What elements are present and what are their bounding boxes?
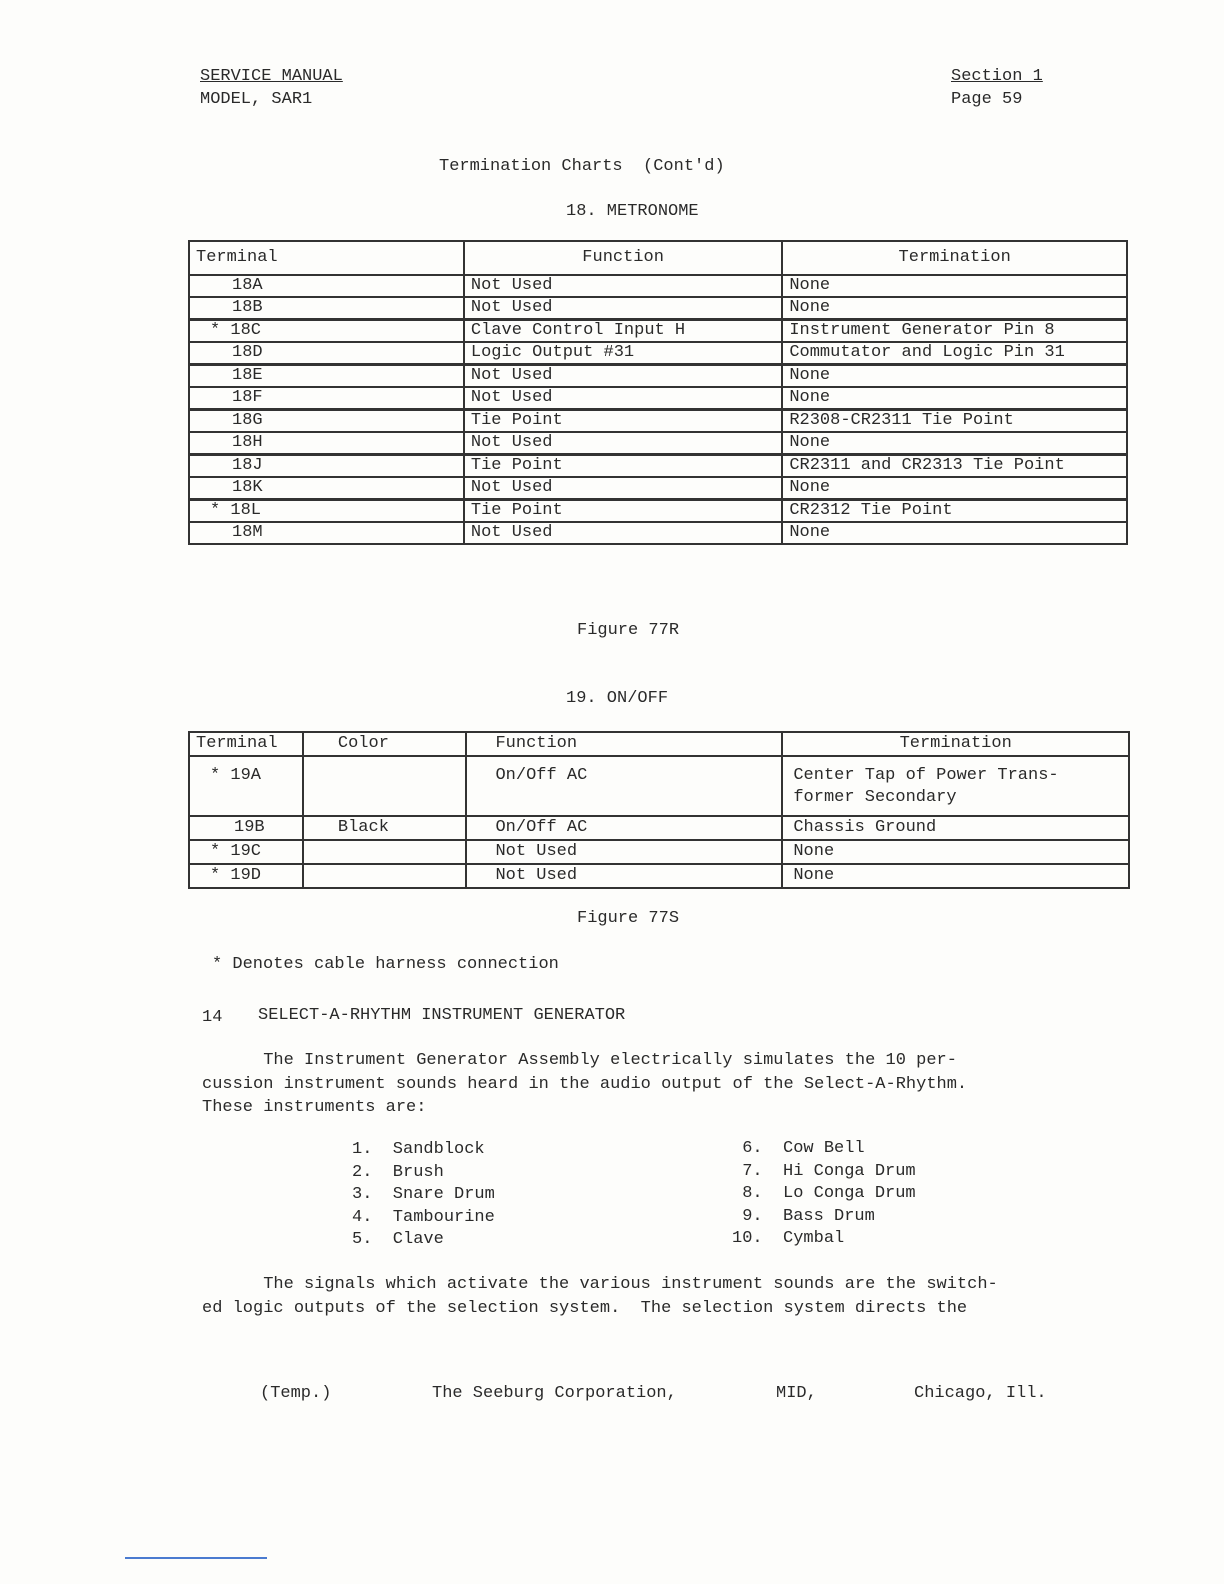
footer-dept: MID, <box>776 1384 817 1403</box>
terminal-cell: * 19D <box>189 864 303 888</box>
table-row <box>189 365 1127 388</box>
section-number: 14 <box>202 1008 223 1027</box>
table-row <box>189 522 1127 544</box>
terminal-cell: * 19A <box>189 756 303 816</box>
termination-cell: Center Tap of Power Trans- former Secondary <box>782 756 1129 816</box>
termination-cell: None <box>782 297 1127 320</box>
termination-cell: Chassis Ground <box>782 816 1129 840</box>
footer-city: Chicago, Ill. <box>914 1384 1047 1403</box>
table-row <box>189 320 1127 343</box>
column-header: Color <box>303 732 467 756</box>
model-label: MODEL, SAR1 <box>200 90 313 109</box>
terminal-cell: 18E <box>189 365 464 388</box>
list-item: 2. Brush <box>352 1162 444 1182</box>
color-cell: Black <box>303 816 467 840</box>
termination-cell: None <box>782 365 1127 388</box>
function-cell: Not Used <box>464 522 782 544</box>
table-header-row <box>189 241 1127 275</box>
termination-cell: None <box>782 522 1127 544</box>
terminal-cell: 18F <box>189 387 464 410</box>
termination-cell: Commutator and Logic Pin 31 <box>782 342 1127 365</box>
list-item: 8. Lo Conga Drum <box>732 1184 916 1203</box>
terminal-cell: 18M <box>189 522 464 544</box>
terminal-cell: * 19C <box>189 840 303 864</box>
signals-paragraph: The signals which activate the various instrument sounds are the switch- ed logic outputs of the selection system. The selection system directs the <box>202 1275 998 1318</box>
termination-cell: None <box>782 840 1129 864</box>
column-header: Termination <box>782 732 1129 756</box>
function-cell: Not Used <box>464 477 782 500</box>
intro-paragraph: The Instrument Generator Assembly electrically simulates the 10 per- cussion instrument sounds heard in the audio output of the Select-A-Rhythm. These instruments are: <box>202 1051 968 1117</box>
terminal-cell: 18B <box>189 297 464 320</box>
table-row <box>189 297 1127 320</box>
function-cell: On/Off AC <box>466 756 782 816</box>
manual-title: SERVICE MANUAL <box>200 67 343 86</box>
table-row <box>189 387 1127 410</box>
footer-company: The Seeburg Corporation, <box>432 1384 677 1403</box>
figure-77r-caption: Figure 77R <box>577 621 680 640</box>
list-item: 10. Cymbal <box>732 1229 845 1248</box>
section-label: Section 1 <box>951 67 1043 86</box>
table-header-row <box>189 732 1129 756</box>
table-row <box>189 410 1127 433</box>
termination-cell: None <box>782 432 1127 455</box>
footer-temp: (Temp.) <box>260 1384 332 1403</box>
termination-cell: None <box>782 477 1127 500</box>
terminal-cell: 19B <box>189 816 303 840</box>
page-edge-mark <box>125 1557 267 1559</box>
table-row <box>189 756 1129 816</box>
termination-cell: CR2311 and CR2313 Tie Point <box>782 455 1127 478</box>
function-cell: Tie Point <box>464 455 782 478</box>
list-item: 3. Snare Drum <box>352 1185 495 1204</box>
table-row <box>189 500 1127 523</box>
function-cell: Not Used <box>464 387 782 410</box>
function-cell: Logic Output #31 <box>464 342 782 365</box>
function-cell: Tie Point <box>464 410 782 433</box>
list-item: 6. Cow Bell <box>732 1139 865 1158</box>
termination-cell: None <box>782 864 1129 888</box>
color-cell <box>303 840 467 864</box>
table-row <box>189 477 1127 500</box>
terminal-cell: 18G <box>189 410 464 433</box>
table-row <box>189 342 1127 365</box>
instrument-list-right <box>732 1138 916 1251</box>
terminal-cell: 18J <box>189 455 464 478</box>
instrument-list-left <box>352 1139 495 1252</box>
table-row <box>189 455 1127 478</box>
table-row <box>189 275 1127 297</box>
table19-heading: 19. ON/OFF <box>566 689 669 708</box>
section-heading: SELECT-A-RHYTHM INSTRUMENT GENERATOR <box>258 1006 626 1025</box>
color-cell <box>303 864 467 888</box>
terminal-cell: * 18L <box>189 500 464 523</box>
function-cell: Not Used <box>464 365 782 388</box>
metronome-table <box>188 240 1128 545</box>
termination-cell: None <box>782 387 1127 410</box>
termination-cell: None <box>782 275 1127 297</box>
on-off-table <box>188 731 1130 889</box>
terminal-cell: * 18C <box>189 320 464 343</box>
terminal-cell: 18H <box>189 432 464 455</box>
function-cell: Tie Point <box>464 500 782 523</box>
function-cell: Not Used <box>464 432 782 455</box>
terminal-cell: 18D <box>189 342 464 365</box>
table-row <box>189 840 1129 864</box>
function-cell: Not Used <box>464 275 782 297</box>
column-header: Function <box>466 732 782 756</box>
table-row <box>189 816 1129 840</box>
list-item: 4. Tambourine <box>352 1207 495 1227</box>
list-item: 5. Clave <box>352 1230 444 1249</box>
page-title: Termination Charts (Cont'd) <box>439 157 725 176</box>
page-number: Page 59 <box>951 90 1023 109</box>
color-cell <box>303 756 467 816</box>
column-header: Terminal <box>189 241 464 275</box>
terminal-cell: 18K <box>189 477 464 500</box>
list-item: 9. Bass Drum <box>732 1206 875 1226</box>
terminal-cell: 18A <box>189 275 464 297</box>
list-item: 1. Sandblock <box>352 1140 485 1159</box>
function-cell: Not Used <box>466 864 782 888</box>
termination-cell: Instrument Generator Pin 8 <box>782 320 1127 343</box>
termination-cell: R2308-CR2311 Tie Point <box>782 410 1127 433</box>
function-cell: Not Used <box>466 840 782 864</box>
figure-77s-caption: Figure 77S <box>577 909 680 928</box>
function-cell: Not Used <box>464 297 782 320</box>
termination-cell: CR2312 Tie Point <box>782 500 1127 523</box>
function-cell: Clave Control Input H <box>464 320 782 343</box>
column-header: Function <box>464 241 782 275</box>
list-item: 7. Hi Conga Drum <box>732 1161 916 1181</box>
column-header: Terminal <box>189 732 303 756</box>
table-row <box>189 864 1129 888</box>
function-cell: On/Off AC <box>466 816 782 840</box>
table-row <box>189 432 1127 455</box>
column-header: Termination <box>782 241 1127 275</box>
table18-heading: 18. METRONOME <box>566 202 699 221</box>
harness-note: * Denotes cable harness connection <box>212 955 559 974</box>
